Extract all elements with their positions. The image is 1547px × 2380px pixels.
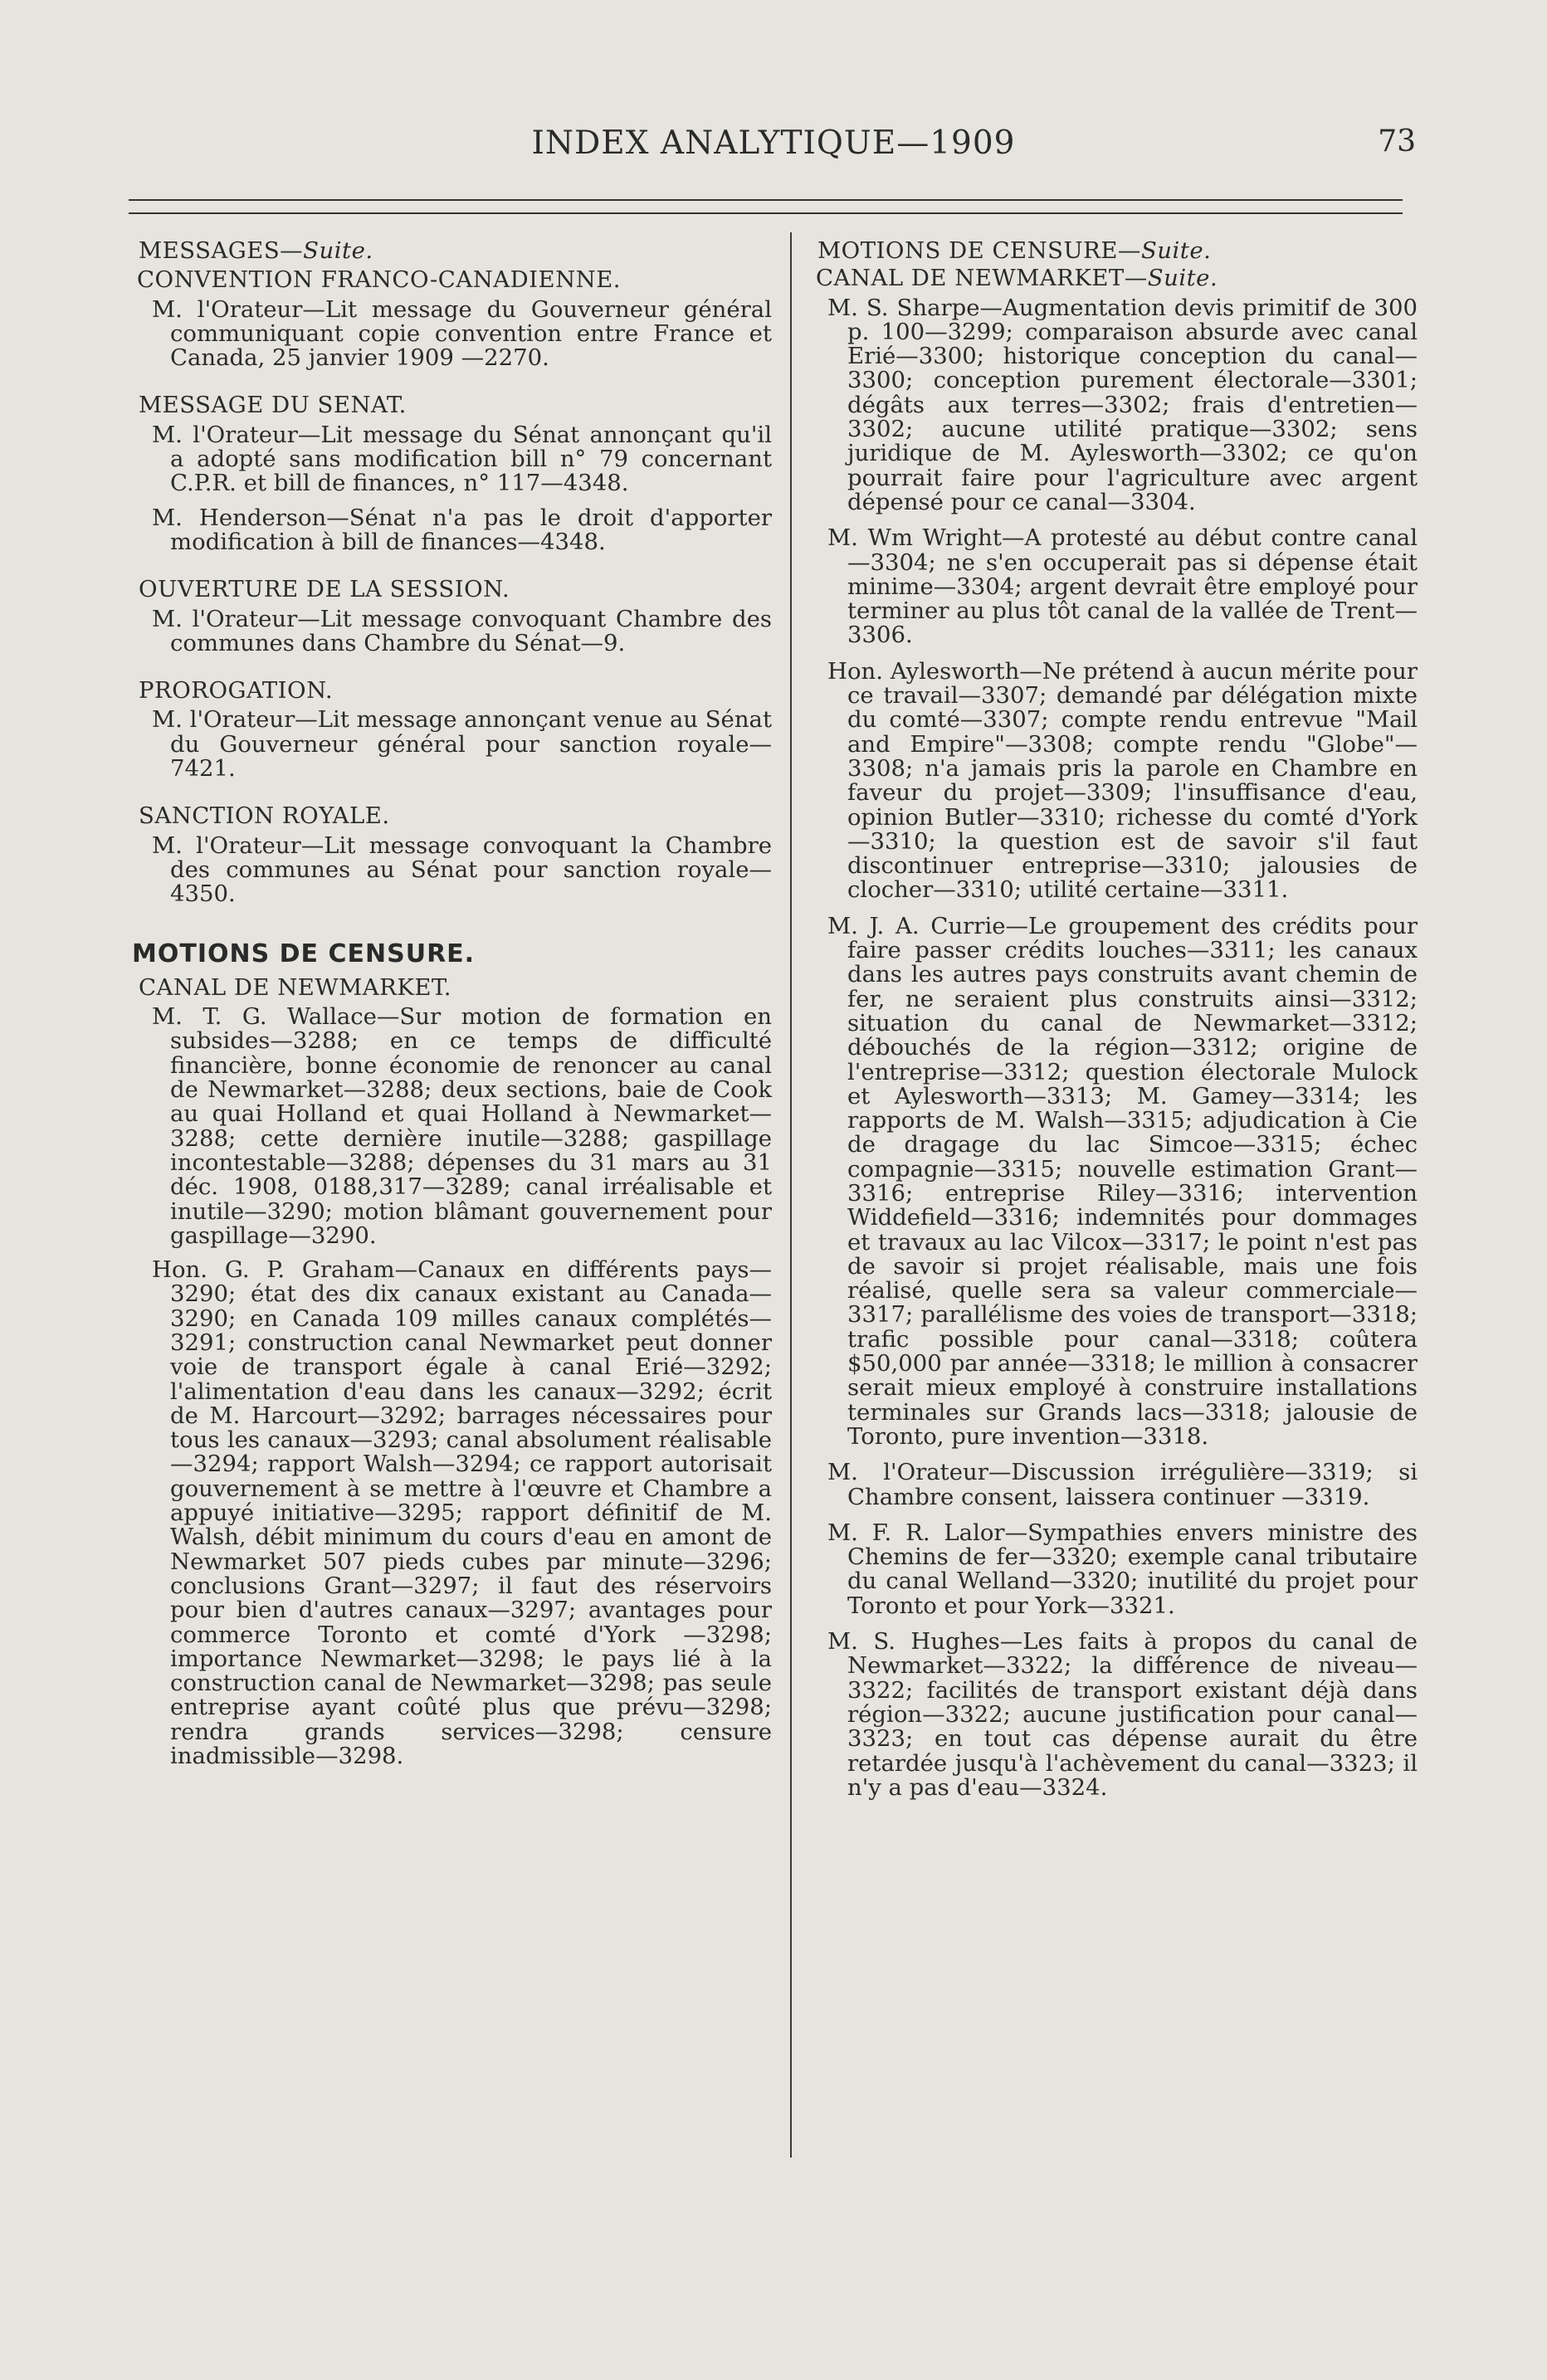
ouverture-heading: OUVERTURE DE LA SESSION. xyxy=(139,576,510,603)
aylesworth-entry: Hon. Aylesworth—Ne prétend à aucun mérite pour ce travail—3307; demandé par délégation mixte du comté—3307; compte rendu entrevue "Mail and Empire"—3308; compte rendu "Globe"—3308; n'a jamais pris la parole en Chambre en faveur du projet—3309; l'insuffisance d'eau, opinion Butler—3310; richesse du comté d'York—3310; la question est de savoir s'il faut discontinuer entreprise—3310; jalousies de clocher—3310; utilité certaine—3311. xyxy=(827,657,1418,904)
ouverture-block xyxy=(137,578,772,656)
header-rule-bottom xyxy=(129,212,1403,214)
motions-continued-suite: Suite. xyxy=(1140,237,1212,264)
page-header xyxy=(0,124,1547,174)
header-rule-top xyxy=(129,199,1403,201)
motions-continued-heading xyxy=(816,239,1418,263)
senat-block xyxy=(137,393,772,554)
right-column xyxy=(816,239,1418,1800)
prorogation-block xyxy=(137,679,772,781)
senat-entry-1: M. l'Orateur—Lit message du Sénat annonçant qu'il a adopté sans modification bill n° 79 concernant C.P.R. et bill de finances, n° 117—4348. xyxy=(152,421,772,497)
prorogation-entry: M. l'Orateur—Lit message annonçant venue au Sénat du Gouverneur général pour sanction royale—7421. xyxy=(152,706,772,783)
messages-block xyxy=(137,239,772,370)
wright-entry: M. Wm Wright—A protesté au début contre canal—3304; ne s'en occuperait pas si dépense était minime—3304; argent devrait être employé pour terminer au plus tôt canal de la vallée de Trent—3306. xyxy=(827,524,1418,649)
prorogation-heading: PROROGATION. xyxy=(139,677,334,705)
senat-entry-2: M. Henderson—Sénat n'a pas le droit d'apporter modification à bill de finances—4348. xyxy=(152,504,772,555)
canal-heading: CANAL DE NEWMARKET. xyxy=(139,973,451,1001)
hughes-entry: M. S. Hughes—Les faits à propos du canal de Newmarket—3322; la différence de niveau—3322; facilités de transport existant déjà dans région—3322; aucune justification pour canal—3323; en tout cas dépense aurait du être retardée jusqu'à l'achèvement du canal—3323; il n'y a pas d'eau—3324. xyxy=(827,1628,1418,1801)
messages-heading-text: MESSAGES— xyxy=(139,237,304,264)
ouverture-entry: M. l'Orateur—Lit message convoquant Chambre des communes dans Chambre du Sénat—9. xyxy=(152,605,772,656)
left-column xyxy=(132,237,772,1770)
column-divider xyxy=(790,232,792,2158)
page-number: 73 xyxy=(1378,124,1416,159)
orateur-entry: M. l'Orateur—Discussion irrégulière—3319; si Chambre consent, laissera continuer —3319. xyxy=(827,1459,1418,1510)
canal-continued-heading xyxy=(816,266,1418,290)
motions-continued-text: MOTIONS DE CENSURE— xyxy=(817,237,1141,264)
currie-entry: M. J. A. Currie—Le groupement des crédits pour faire passer crédits louches—3311; les canaux dans les autres pays construits avant chemin de fer, ne seraient plus construits ainsi—3312; situation du canal de Newmarket—3312; débouchés de la région—3312; origine de l'entreprise—3312; question électorale Mulock et Aylesworth—3313; M. Gamey—3314; les rapports de M. Walsh—3315; adjudication à Cie de dragage du lac Simcoe—3315; échec compagnie—3315; nouvelle estimation Grant—3316; entreprise Riley—3316; intervention Widdefield—3316; indemnités pour dommages et travaux au lac Vilcox—3317; le point n'est pas de savoir si projet réalisable, mais une fois réalisé, quelle sera sa valeur commerciale—3317; parallélisme des voies de transport—3318; trafic possible pour canal—3318; coûtera $50,000 par année—3318; le million à consacrer serait mieux employé à construire installations terminales sur Grands lacs—3318; jalousie de Toronto, pure invention—3318. xyxy=(827,912,1418,1450)
sharpe-entry: M. S. Sharpe—Augmentation devis primitif de 300 p. 100—3299; comparaison absurde avec canal Erié—3300; historique conception du canal—3300; conception purement électorale—3301; dégâts aux terres—3302; frais d'entretien—3302; aucune utilité pratique—3302; sens juridique de M. Aylesworth—3302; ce qu'on pourrait faire pour l'agriculture avec argent dépensé pour ce canal—3304. xyxy=(827,294,1418,515)
running-title: INDEX ANALYTIQUE—1909 xyxy=(531,124,1016,162)
wallace-entry: M. T. G. Wallace—Sur motion de formation en subsides—3288; en ce temps de difficulté financière, bonne économie de renoncer au canal de Newmarket—3288; deux sections, baie de Cook au quai Holland et quai Holland à Newmarket—3288; cette dernière inutile—3288; gaspillage incontestable—3288; dépenses du 31 mars au 31 déc. 1908, 0188,317—3289; canal irréalisable et inutile—3290; motion blâmant gouvernement pour gaspillage—3290. xyxy=(152,1003,772,1249)
graham-entry: Hon. G. P. Graham—Canaux en différents pays—3290; état des dix canaux existant au Canada—3290; en Canada 109 milles canaux complétés—3291; construction canal Newmarket peut donner voie de transport égale à canal Erié—3292; l'alimentation d'eau dans les canaux—3292; écrit de M. Harcourt—3292; barrages nécessaires pour tous les canaux—3293; canal absolument réalisable—3294; rapport Walsh—3294; ce rapport autorisait gouvernement à se mettre à l'œuvre et Chambre a appuyé initiative—3295; rapport définitif de M. Walsh, débit minimum du cours d'eau en amont de Newmarket 507 pieds cubes par minute—3296; conclusions Grant—3297; il faut des réservoirs pour bien d'autres canaux—3297; avantages pour commerce Toronto et comté d'York —3298; importance Newmarket—3298; le pays lié à la construction canal de Newmarket—3298; pas seule entreprise ayant coûté plus que prévu—3298; rendra grands services—3298; censure inadmissible—3298. xyxy=(152,1256,772,1770)
canal-block xyxy=(137,973,772,1770)
convention-entry: M. l'Orateur—Lit message du Gouverneur général communiquant copie convention entre France et Canada, 25 janvier 1909 —2270. xyxy=(152,295,772,372)
canal-continued-text: CANAL DE NEWMARKET— xyxy=(816,265,1148,292)
canal-continued-suite: Suite. xyxy=(1147,265,1218,292)
senat-heading: MESSAGE DU SENAT. xyxy=(139,392,407,419)
sanction-block xyxy=(137,804,772,906)
sanction-entry: M. l'Orateur—Lit message convoquant la Chambre des communes au Sénat pour sanction royale—4350. xyxy=(152,832,772,908)
messages-heading xyxy=(137,239,772,263)
lalor-entry: M. F. R. Lalor—Sympathies envers ministre des Chemins de fer—3320; exemple canal tributaire du canal Welland—3320; inutilité du projet pour Toronto et pour York—3321. xyxy=(827,1519,1418,1619)
motions-section-title: MOTIONS DE CENSURE. xyxy=(132,939,476,968)
convention-heading: CONVENTION FRANCO-CANADIENNE. xyxy=(137,266,622,294)
sanction-heading: SANCTION ROYALE. xyxy=(139,802,390,830)
messages-suite: Suite. xyxy=(303,237,373,264)
